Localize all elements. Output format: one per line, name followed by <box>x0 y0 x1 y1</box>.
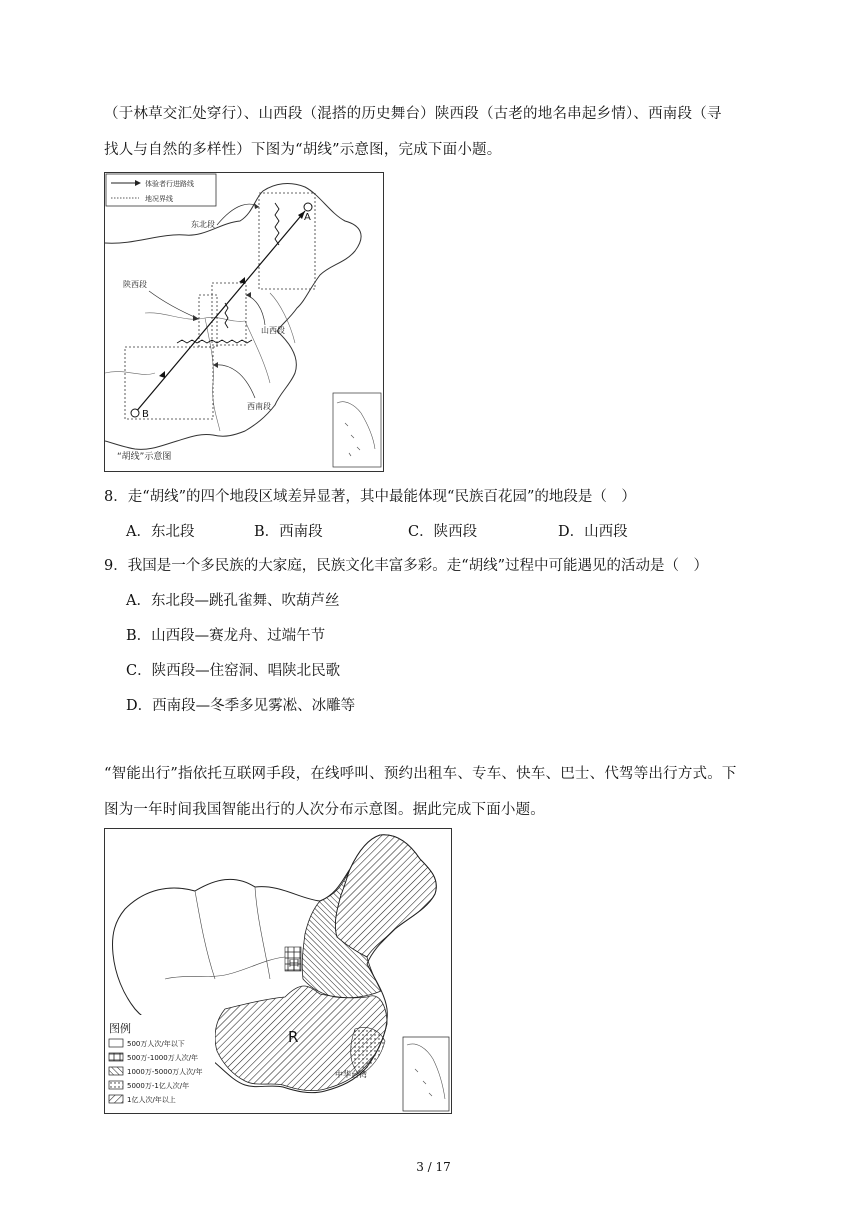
legend-low-label: 500万-1000万人次/年 <box>127 1054 199 1062</box>
hu-line-route <box>135 211 305 413</box>
legend-high-label: 5000万-1亿人次/年 <box>127 1082 190 1090</box>
q9-option-d[interactable]: D．西南段—冬季多见雾凇、冰雕等 <box>126 698 356 714</box>
route-wiggle-south <box>177 340 252 343</box>
region-r-label: R <box>288 1028 299 1046</box>
hu-line-map-svg <box>105 173 383 471</box>
map2-legend-title: 图例 <box>109 1022 131 1035</box>
intro-paragraph-2 <box>104 756 770 828</box>
q9-option-a[interactable]: A．东北段—跳孔雀舞、吹葫芦丝 <box>126 593 340 609</box>
intro-2-line-1: “智能出行”指依托互联网手段，在线呼叫、预约出租车、专车、快车、巴士、代驾等出行方式。下 <box>104 766 737 782</box>
northeast-label: 东北段 <box>191 220 215 229</box>
legend-swatch-mid <box>109 1067 123 1075</box>
legend-swatch-lowest <box>109 1039 123 1047</box>
shaanxi-label: 陕西段 <box>123 280 147 289</box>
legend-swatch-low <box>109 1053 123 1061</box>
province-line <box>105 372 155 375</box>
route-wiggle-sx <box>225 303 228 328</box>
legend-swatch-highest <box>109 1095 123 1103</box>
taiwan-label: 中华台湾 <box>335 1070 367 1079</box>
hu-line-map <box>104 172 384 472</box>
shanxi-label: 山西段 <box>261 326 285 335</box>
q8-option-a[interactable]: A．东北段 <box>126 524 195 540</box>
southwest-label: 西南段 <box>247 402 271 411</box>
intro-1-line-2: 找人与自然的多样性）下图为“胡线”示意图，完成下面小题。 <box>104 142 502 158</box>
q8-option-b[interactable]: B．西南段 <box>254 524 323 540</box>
legend-swatch-high <box>109 1081 123 1089</box>
point-a-marker <box>304 203 312 211</box>
smart-travel-map-svg <box>105 829 451 1113</box>
province-line <box>270 293 295 343</box>
q8-option-d[interactable]: D．山西段 <box>558 524 628 540</box>
smart-travel-map <box>104 828 452 1114</box>
q8-option-c[interactable]: C．陕西段 <box>408 524 478 540</box>
legend-route-label: 体验者行进路线 <box>145 180 194 188</box>
point-b-label: B <box>142 409 149 420</box>
question-8-stem: 8．走“胡线”的四个地段区域差异显著，其中最能体现“民族百花园”的地段是（ ） <box>104 489 636 505</box>
legend-mid-label: 1000万-5000万人次/年 <box>127 1068 203 1076</box>
point-a-label: A <box>304 212 311 223</box>
southwest-segment-box <box>125 347 213 419</box>
southeast-dotted-region <box>351 1028 385 1076</box>
page-number: 3 / 17 <box>416 1160 451 1174</box>
legend-lowest-label: 500万人次/年以下 <box>127 1040 185 1048</box>
question-9-stem: 9．我国是一个多民族的大家庭，民族文化丰富多彩。走“胡线”过程中可能遇见的活动是（ ） <box>104 558 709 574</box>
south-china-sea-inset-2 <box>403 1037 449 1111</box>
q9-option-c[interactable]: C．陕西段—住窑洞、唱陕北民歌 <box>126 663 341 679</box>
region-jia-label: 甲 <box>288 958 301 972</box>
route-wiggle-ne <box>275 203 279 245</box>
intro-paragraph-1 <box>104 96 770 168</box>
intro-1-line-1: （于林草交汇处穿行）、山西段（混搭的历史舞台）陕西段（古老的地名串起乡情）、西南段（寻 <box>104 106 722 122</box>
intro-2-line-2: 图为一年时间我国智能出行的人次分布示意图。据此完成下面小题。 <box>104 802 545 818</box>
province-line <box>205 318 220 431</box>
point-b-marker <box>131 409 139 417</box>
map1-caption: “胡线”示意图 <box>117 452 172 462</box>
shaanxi-segment-box <box>199 295 217 347</box>
legend-boundary-label: 地况界线 <box>145 195 173 203</box>
south-china-sea-inset <box>333 393 381 467</box>
q9-option-b[interactable]: B．山西段—赛龙舟、过端午节 <box>126 628 326 644</box>
legend-highest-label: 1亿人次/年以上 <box>127 1096 176 1104</box>
